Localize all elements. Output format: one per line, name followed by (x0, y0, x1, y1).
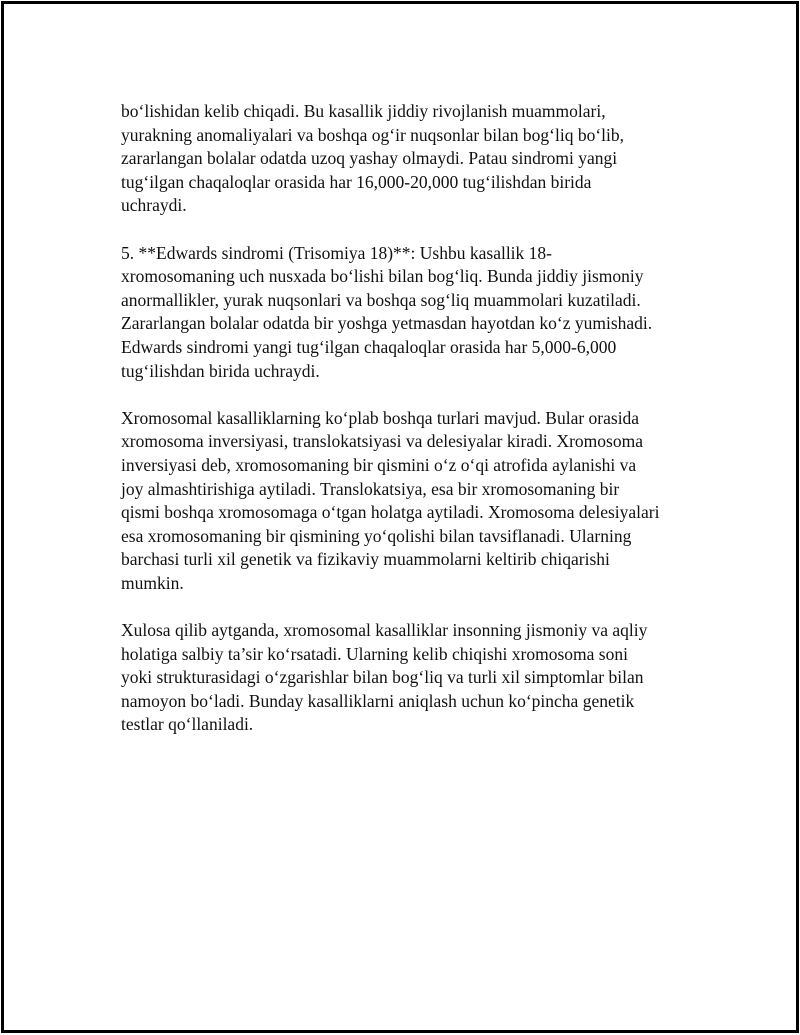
paragraph-other-chromosomal-diseases (121, 407, 711, 596)
text-line: tug‘ilgan chaqaloqlar orasida har 16,000-20,000 tug‘ilishdan birida (121, 171, 592, 192)
text-line: barchasi turli xil genetik va fizikaviy muammolarni keltirib chiqarishi (121, 549, 610, 570)
text-line: 5. **Edwards sindromi (Trisomiya 18)**: Ushbu kasallik 18- (121, 242, 552, 263)
text-line: xromosoma inversiyasi, translokatsiyasi va delesiyalar kiradi. Xromosoma (121, 431, 643, 452)
text-line: qismi boshqa xromosomaga o‘tgan holatga aytiladi. Xromosoma delesiyalari (121, 502, 660, 523)
text-line: yurakning anomaliyalari va boshqa og‘ir nuqsonlar bilan bog‘liq bo‘lib, (121, 124, 625, 145)
paragraph-patau-continuation (121, 100, 711, 218)
text-line: holatiga salbiy ta’sir ko‘rsatadi. Ularning kelib chiqishi xromosoma soni (121, 643, 628, 664)
text-line: Zararlangan bolalar odatda bir yoshga yetmasdan hayotdan ko‘z yumishadi. (121, 313, 653, 334)
paragraph-edwards-syndrome (121, 242, 711, 384)
paragraph-conclusion (121, 619, 711, 737)
text-line: anormallikler, yurak nuqsonlari va boshqa sog‘liq muammolari kuzatiladi. (121, 289, 641, 310)
page-content (121, 100, 711, 761)
text-line: inversiyasi deb, xromosomaning bir qismini o‘z o‘qi atrofida aylanishi va (121, 454, 637, 475)
text-line: Edwards sindromi yangi tug‘ilgan chaqaloqlar orasida har 5,000-6,000 (121, 336, 617, 357)
text-line: zararlangan bolalar odatda uzoq yashay olmaydi. Patau sindromi yangi (121, 148, 618, 169)
text-line: testlar qo‘llaniladi. (121, 714, 254, 735)
text-line: esa xromosomaning bir qismining yo‘qolishi bilan tavsiflanadi. Ularning (121, 525, 632, 546)
text-line: xromosomaning uch nusxada bo‘lishi bilan bog‘liq. Bunda jiddiy jismoniy (121, 266, 644, 287)
text-line: Xromosomal kasalliklarning ko‘plab boshqa turlari mavjud. Bular orasida (121, 407, 640, 428)
text-line: mumkin. (121, 572, 184, 593)
text-line: namoyon bo‘ladi. Bunday kasalliklarni aniqlash uchun ko‘pincha genetik (121, 690, 635, 711)
text-line: Xulosa qilib aytganda, xromosomal kasalliklar insonning jismoniy va aqliy (121, 620, 648, 641)
text-line: tug‘ilishdan birida uchraydi. (121, 360, 320, 381)
text-line: joy almashtirishiga aytiladi. Translokatsiya, esa bir xromosomaning bir (121, 478, 620, 499)
text-line: bo‘lishidan kelib chiqadi. Bu kasallik jiddiy rivojlanish muammolari, (121, 101, 606, 121)
text-line: yoki strukturasidagi o‘zgarishlar bilan bog‘liq va turli xil simptomlar bilan (121, 667, 644, 688)
text-line: uchraydi. (121, 195, 187, 216)
page-frame (1, 1, 799, 1033)
